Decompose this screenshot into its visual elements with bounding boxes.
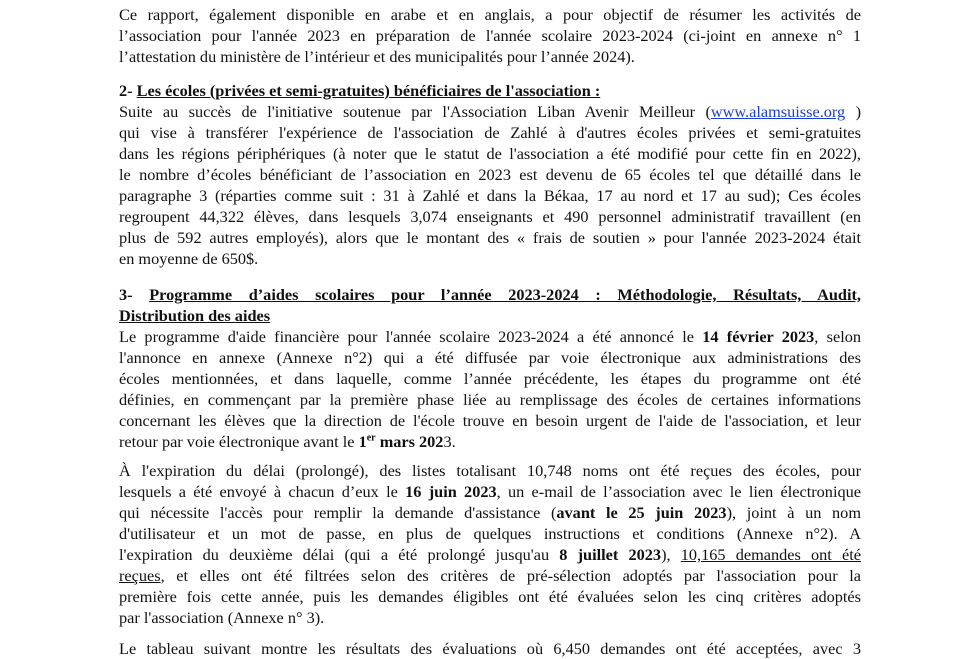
text-run: Le programme d'aide financière pour l'année scolaire 2023-2024 a été annoncé le (119, 327, 703, 346)
underlined-text: reçues (119, 566, 161, 585)
text-run: 1 (358, 432, 367, 451)
paragraph-line (119, 565, 861, 586)
text-run: , et elles ont été filtrées selon des critères de pré-sélection adoptés par l'association pour la (160, 566, 861, 585)
section-2-line: regroupent 44,322 élèves, dans lesquels 3,074 enseignants et 490 personnel administratif travaillent (en (119, 207, 861, 226)
paragraph-line: l'annonce en annexe (Annexe n°2) qui a été diffusée par voie électronique aux administrations des (119, 348, 861, 367)
text-run: retour par voie électronique avant le (119, 432, 359, 451)
intro-line: Ce rapport, également disponible en arabe et en anglais, a pour objectif de résumer les activités de (119, 5, 861, 24)
text-run: Suite au succès de l'initiative soutenue par l'Association Liban Avenir Meilleur ( (119, 102, 711, 121)
text-run: mars 202 (375, 432, 444, 451)
paragraph-line (119, 326, 861, 347)
section-2-title: Les écoles (privées et semi-gratuites) bénéficiaires de l'association : (136, 81, 601, 100)
text-run: l'expiration du deuxième délai (qui a été prolongé jusqu'au (119, 545, 560, 564)
intro-paragraph (119, 4, 861, 67)
paragraph-line (119, 502, 861, 523)
section-3-number: 3- (119, 285, 150, 304)
section-3-heading-line: Distribution des aides (119, 306, 271, 325)
section-2-line: dans les régions périphériques (à noter que le statut de l'association a été modifié pour cette fin en 2022), (119, 144, 861, 163)
date-bold (359, 432, 444, 451)
section-3-heading (119, 284, 861, 326)
section-2-heading (119, 80, 861, 101)
text-run: ), joint à un nom (726, 503, 861, 522)
section-2-line: paragraphe 3 (réparties comme suit : 31 à Zahlé et dans la Békaa, 17 au nord et 17 au sud); Ces écoles (119, 186, 861, 205)
date-bold: 16 juin 2023 (405, 482, 497, 501)
paragraph-line: Le tableau suivant montre les résultats des évaluations où 6,450 demandes ont été acceptées, avec 3 (119, 639, 861, 658)
section-3-paragraph-3 (119, 638, 861, 659)
text-run: lesquels a été envoyé à chacun d’eux le (119, 482, 406, 501)
section-2-line: plus de 592 autres employés), alors que le montant des « frais de soutien » pour l'année 2023-2024 était (119, 228, 861, 247)
paragraph-line (119, 431, 861, 452)
section-3-title: Programme d’aides scolaires pour l’année 2023-2024 : Méthodologie, Résultats, Audit, (149, 285, 861, 304)
alamsuisse-link[interactable]: www.alamsuisse.org (710, 102, 846, 121)
section-2-line: qui vise à transférer l'expérience de l'association de Zahlé à d'autres écoles privées et semi-gratuites (119, 123, 861, 142)
section-2-number: 2- (119, 81, 137, 100)
section-2-line: le nombre d’écoles bénéficiant de l’association en 2023 est devenu de 65 écoles tel que détaillé dans le (119, 165, 861, 184)
section-2-line (119, 101, 861, 122)
date-bold: avant le 25 juin 2023 (556, 503, 727, 522)
paragraph-line (119, 481, 861, 502)
paragraph-line: par l'association (Annexe n° 3). (119, 608, 325, 627)
intro-line: l’attestation du ministère de l’intérieur et des municipalités pour l’année 2024). (119, 47, 635, 66)
underlined-text: 10,165 demandes ont été (680, 545, 861, 564)
text-run: ) (845, 102, 861, 121)
text-run: 3. (443, 432, 456, 451)
superscript: er (366, 432, 376, 444)
paragraph-line: À l'expiration du délai (prolongé), des listes totalisant 10,748 noms ont été reçues des écoles, pour (119, 461, 861, 480)
section-2 (119, 80, 861, 269)
paragraph-line: définies, en commençant par la première phase liée au remplissage des écoles de certaines informations (119, 390, 861, 409)
intro-line: l’association pour l'année 2023 en préparation de l'année scolaire 2023-2024 (ci-joint en annexe n° 1 (119, 26, 861, 45)
paragraph-line: première fois cette année, puis les demandes éligibles ont été évaluées selon les cinq critères adoptés (119, 587, 861, 606)
paragraph-line (119, 544, 861, 565)
date-bold: 14 février 2023 (702, 327, 815, 346)
text-run: , selon (814, 327, 861, 346)
section-2-line: en moyenne de 650$. (119, 249, 259, 268)
paragraph-line: écoles mentionnées, et dans laquelle, comme l’année précédente, les étapes du programme ont été (119, 369, 861, 388)
section-3-paragraph-1 (119, 326, 861, 452)
paragraph-line: d'utilisateur et un mot de passe, en plus de quelques instructions et conditions (Annexe n°2). A (119, 524, 861, 543)
text-run: ), (661, 545, 681, 564)
section-3-heading-line (119, 284, 861, 305)
paragraph-line: concernant les élèves que la direction de l'école trouve en besoin urgent de l'aide de l'association, et leur (119, 411, 861, 430)
text-run: qui nécessite l'accès pour remplir la demande d'assistance ( (119, 503, 557, 522)
text-run: , un e-mail de l’association avec le lien électronique (496, 482, 861, 501)
section-3-paragraph-2 (119, 460, 861, 628)
date-bold: 8 juillet 2023 (559, 545, 662, 564)
